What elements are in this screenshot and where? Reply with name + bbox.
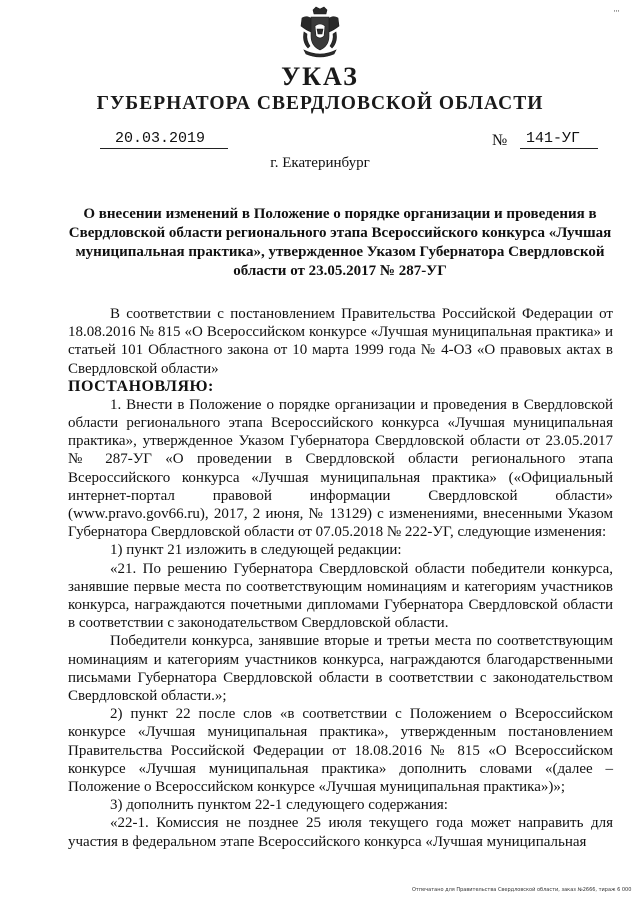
number-field [520,130,598,149]
paragraph-5: 2) пункт 22 после слов «в соответствии с Положением о Всероссийском конкурсе «Лучшая муниципальная практика», утвержденным постановлением Правительства Российской Федерации от 18.08.2016 № 815 «О Всероссийском конкурсе «Лучшая муниципальная практика» дополнить словами «(далее – Положение о Всероссийском конкурсе «Лучшая муниципальная практика»)»; [68,706,613,796]
sverdlovsk-coat-of-arms-icon [298,6,342,60]
print-footer-note: Отпечатано для Правительства Свердловской области, заказ №2666, тираж 6 000 [412,887,632,893]
paragraph-3: «21. По решению Губернатора Свердловской области победители конкурса, занявшие первые места по соответствующим номинациям и категориям участников конкурса, награждаются почетными дипломами Губернатора Свердловской области в соответствии с законодательством Свердловской области. [68,560,613,632]
preamble-paragraph: В соответствии с постановлением Правительства Российской Федерации от 18.08.2016 № 815 «О Всероссийском конкурсе «Лучшая муниципальная практика» и статьей 101 Областного закона от 10 марта 1999 года № 4-ОЗ «О правовых актах в Свердловской области» [68,306,613,377]
city: г. Екатеринбург [270,155,370,171]
date-field [100,130,228,149]
decree-number: 141-УГ [526,130,581,147]
corner-mark: ··· [613,6,619,16]
document-body [68,305,613,851]
decree-date: 20.03.2019 [115,130,206,147]
paragraph-4: Победители конкурса, занявшие вторые и третьи места по соответствующим номинациям и категориям участников конкурса, награждаются благодарственными письмами Губернатора Свердловской области в соответствии с законодательством Свердловской области.»; [68,633,613,705]
issuer-heading: ГУБЕРНАТОРА СВЕРДЛОВСКОЙ ОБЛАСТИ [96,93,544,114]
decree-heading: УКАЗ [281,62,359,91]
postanovlyayu-heading: ПОСТАНОВЛЯЮ: [68,377,214,395]
paragraph-2: 1) пункт 21 изложить в следующей редакции: [110,542,402,559]
number-label: № [492,132,508,149]
paragraph-6: 3) дополнить пунктом 22-1 следующего содержания: [110,797,448,814]
document-title: О внесении изменений в Положение о порядке организации и проведения в Свердловской области регионального этапа Всероссийского конкурса «Лучшая муниципальная практика», утвержденное Указом Губернатора Свердловской области от 23.05.2017 № 287-УГ [68,206,612,279]
paragraph-1: 1. Внести в Положение о порядке организации и проведения в Свердловской области регионального этапа Всероссийского конкурса «Лучшая муниципальная практика», утвержденное Указом Губернатора Свердловской области от 23.05.2017 № 287-УГ «О проведении в Свердловской области регионального этапа Всероссийского конкурса «Лучшая муниципальная практика» («Официальный интернет-портал правовой информации Свердловской области» (www.pravo.gov66.ru), 2017, 2 июня, № 13129) с изменениями, внесенными Указом Губернатора Свердловской области от 07.05.2018 № 222-УГ, следующие изменения: [68,396,613,541]
paragraph-7: «22-1. Комиссия не позднее 25 июля текущего года может направить для участия в федеральном этапе Всероссийского конкурса «Лучшая муниципальная [68,815,613,850]
